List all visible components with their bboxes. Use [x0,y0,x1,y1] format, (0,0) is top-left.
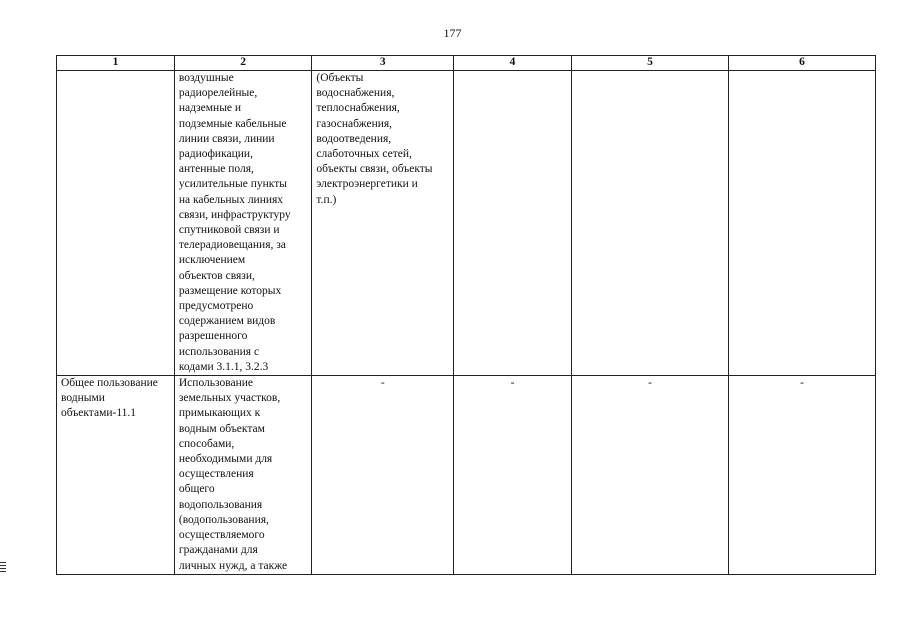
cell-text-line: исключением [178,254,246,267]
cell-text-line: связи, инфраструктуру [178,208,291,221]
cell-text-line: предусмотрено [178,300,254,313]
row1-col1-cell [57,71,175,376]
regulations-table [56,55,876,575]
row2-col3-cell: - [312,376,454,575]
cell-text-line: способами, [178,437,235,450]
cell-text-line: газоснабжения, [316,117,393,130]
row2-col6-cell: - [729,376,876,575]
header-cell-5: 5 [571,56,728,71]
cell-text-line: объектами-11.1 [61,407,137,420]
row1-col5-cell [571,71,728,376]
header-cell-2: 2 [174,56,312,71]
cell-text-line: земельных участков, [178,392,281,405]
cell-text-line: Общее пользование [61,377,158,390]
row2-col1-cell [57,376,175,575]
cell-text-line: осуществляемого [178,529,265,542]
cell-text-line: теплоснабжения, [316,102,400,115]
cell-text-line: надземные и [178,102,242,115]
cell-text-line: необходимыми для [178,453,273,466]
cell-text-line: содержанием видов [178,315,276,328]
header-row [57,56,876,71]
cell-text-line: разрешенного [178,330,248,343]
cell-text-line: водопользования [178,498,263,511]
cell-text-line: т.п.) [316,193,337,206]
header-cell-6: 6 [729,56,876,71]
cell-text-line: радиофикации, [178,148,253,161]
table-row [57,71,876,376]
cell-text-line: объекты связи, объекты [316,163,433,176]
cell-text-line: спутниковой связи и [178,224,280,237]
cell-text-line: подземные кабельные [178,117,287,130]
cell-text-line: общего [178,483,215,496]
page-number: 177 [443,26,462,40]
cell-text-line: электроэнергетики и [316,178,418,191]
table-row [57,376,876,575]
cell-text-line: на кабельных линиях [178,193,284,206]
cell-text-line: водными [61,392,105,405]
cell-text-line: гражданами для [178,544,258,557]
cell-text-line: водоснабжения, [316,87,395,100]
row2-col2-cell [174,376,312,575]
row2-col4-cell: - [454,376,572,575]
cell-text-line: усилительные пункты [178,178,287,191]
cell-text-line: воздушные [178,72,234,84]
row1-col4-cell [454,71,572,376]
cell-text-line: (водопользования, [178,513,269,526]
row1-col6-cell [729,71,876,376]
cell-text-line: радиорелейные, [178,87,258,100]
row1-col3-cell [312,71,454,376]
cell-text-line: размещение которых [178,284,282,297]
cell-text-line: (Объекты [316,72,364,84]
cell-text-line: использования с [178,345,260,358]
cell-text-line: Использование [178,377,254,390]
cell-text-line: водоотведения, [316,132,392,145]
row1-col2-cell [174,71,312,376]
header-cell-4: 4 [454,56,572,71]
cell-text-line: слаботочных сетей, [316,148,412,161]
cell-text-line: линии связи, линии [178,132,275,145]
cell-text-line: объектов связи, [178,269,255,282]
cell-text-line: телерадиовещания, за [178,239,286,252]
cell-text-line: примыкающих к [178,407,261,420]
cell-text-line: водным объектам [178,422,265,435]
header-cell-3: 3 [312,56,454,71]
cell-text-line: осуществления [178,468,254,481]
cell-text-line: кодами 3.1.1, 3.2.3 [178,360,269,373]
cell-text-line: личных нужд, а также [178,559,288,572]
margin-scan-mark [0,562,6,574]
header-cell-1: 1 [57,56,175,71]
row2-col5-cell: - [571,376,728,575]
cell-text-line: антенные поля, [178,163,254,176]
